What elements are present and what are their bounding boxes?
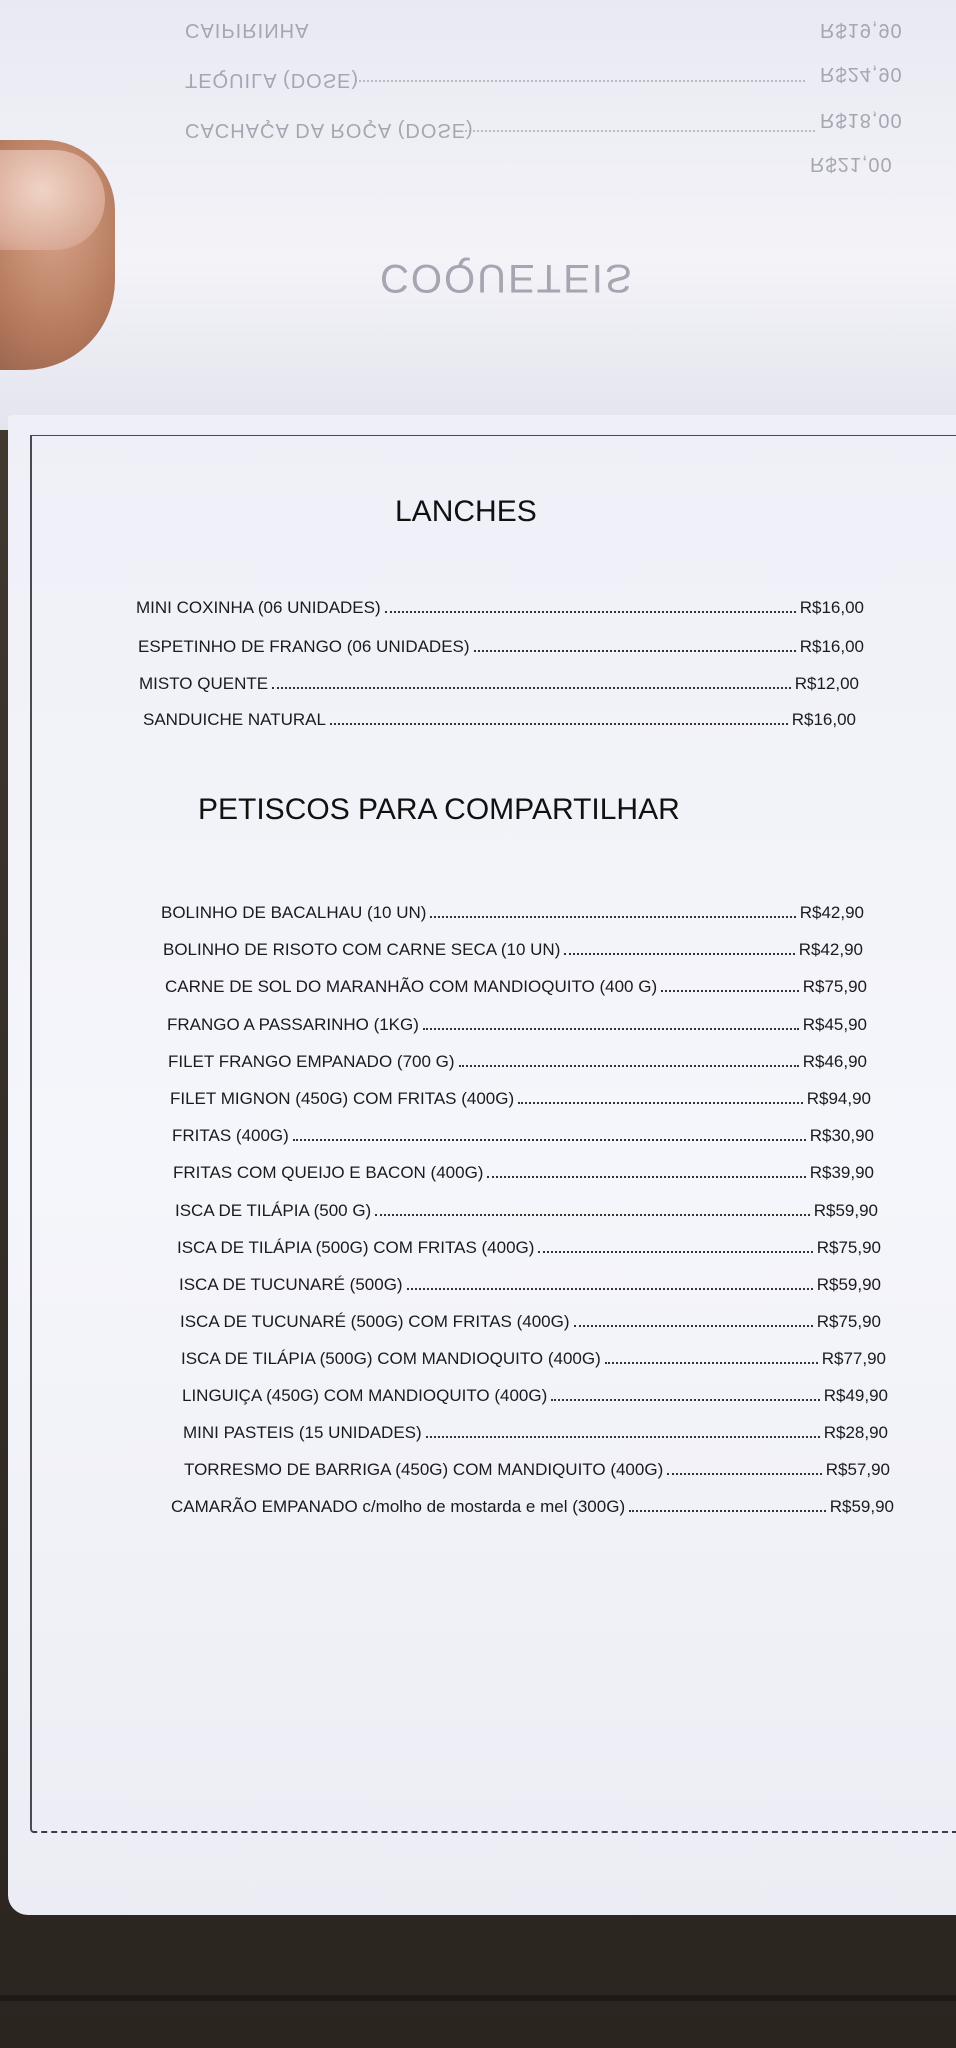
item-name: FRITAS (400G) bbox=[172, 1126, 289, 1145]
item-name: CAMARÃO EMPANADO c/molho de mostarda e mel (300G) bbox=[171, 1497, 626, 1516]
item-name: BOLINHO DE RISOTO COM CARNE SECA (10 UN) bbox=[163, 940, 561, 959]
item-price: R$59,90 bbox=[816, 1275, 881, 1294]
dot-leader bbox=[574, 1325, 813, 1327]
item-price: R$59,90 bbox=[813, 1201, 878, 1220]
dot-leader bbox=[538, 1251, 812, 1253]
item-price: R$16,00 bbox=[799, 598, 864, 617]
item-name: MINI COXINHA (06 UNIDADES) bbox=[136, 598, 381, 617]
dot-leader bbox=[564, 953, 794, 955]
bleed-item-name: CACHAÇA DA ROÇA (DOSE) bbox=[185, 119, 474, 141]
item-price: R$57,90 bbox=[825, 1460, 890, 1479]
table-plank-seam bbox=[0, 1995, 956, 2001]
bleed-item-price: R$19,90 bbox=[820, 19, 903, 41]
dot-leader bbox=[426, 1436, 820, 1438]
dot-leader bbox=[375, 1214, 810, 1216]
item-price: R$46,90 bbox=[802, 1052, 867, 1071]
item-name: MISTO QUENTE bbox=[139, 674, 269, 693]
menu-item bbox=[179, 1275, 881, 1295]
item-name: FILET FRANGO EMPANADO (700 G) bbox=[168, 1052, 455, 1071]
dot-leader bbox=[293, 1139, 806, 1141]
menu-item bbox=[180, 1312, 881, 1332]
item-price: R$77,90 bbox=[821, 1349, 886, 1368]
dot-leader bbox=[605, 1362, 818, 1364]
dot-leader bbox=[330, 723, 788, 725]
item-price: R$42,90 bbox=[799, 903, 864, 922]
dot-leader bbox=[430, 916, 795, 918]
bleed-item-name: TEQUILA (DOSE) bbox=[185, 69, 360, 91]
menu-item bbox=[183, 1423, 888, 1443]
menu-item bbox=[181, 1349, 886, 1369]
dot-leader bbox=[272, 687, 791, 689]
menu-item bbox=[168, 1052, 867, 1072]
menu-item bbox=[182, 1386, 888, 1406]
dot-leader bbox=[551, 1399, 819, 1401]
menu-item bbox=[138, 637, 864, 657]
menu-item bbox=[163, 940, 863, 960]
item-price: R$75,90 bbox=[816, 1238, 881, 1257]
bleed-section-title: COQUETEIS bbox=[380, 256, 634, 300]
dot-leader bbox=[459, 1065, 799, 1067]
item-name: CARNE DE SOL DO MARANHÃO COM MANDIOQUITO (400 G) bbox=[165, 977, 658, 996]
menu-item bbox=[165, 977, 867, 997]
dot-leader bbox=[474, 650, 796, 652]
bleed-item-price: R$24,90 bbox=[820, 63, 903, 85]
menu-item bbox=[136, 598, 864, 618]
menu-item bbox=[177, 1238, 881, 1258]
item-price: R$39,90 bbox=[809, 1163, 874, 1182]
bleed-item-price: R$18,00 bbox=[820, 109, 903, 131]
item-price: R$59,90 bbox=[829, 1497, 894, 1516]
dot-leader bbox=[661, 990, 799, 992]
bleed-leader bbox=[465, 130, 815, 134]
item-price: R$94,90 bbox=[806, 1089, 871, 1108]
menu-item bbox=[167, 1015, 867, 1035]
item-price: R$49,90 bbox=[823, 1386, 888, 1405]
menu-item bbox=[170, 1089, 871, 1109]
item-price: R$16,00 bbox=[799, 637, 864, 656]
item-name: FILET MIGNON (450G) COM FRITAS (400G) bbox=[170, 1089, 515, 1108]
item-price: R$75,90 bbox=[816, 1312, 881, 1331]
item-price: R$16,00 bbox=[791, 710, 856, 729]
dot-leader bbox=[487, 1176, 805, 1178]
menu-item bbox=[143, 710, 856, 730]
item-name: ESPETINHO DE FRANGO (06 UNIDADES) bbox=[138, 637, 470, 656]
item-name: LINGUIÇA (450G) COM MANDIOQUITO (400G) bbox=[182, 1386, 548, 1405]
bleed-leader bbox=[355, 80, 805, 84]
item-price: R$45,90 bbox=[802, 1015, 867, 1034]
item-name: FRITAS COM QUEIJO E BACON (400G) bbox=[173, 1163, 484, 1182]
section-title-petiscos: PETISCOS PARA COMPARTILHAR bbox=[198, 793, 680, 826]
dot-leader bbox=[423, 1028, 799, 1030]
item-price: R$12,00 bbox=[794, 674, 859, 693]
dot-leader bbox=[667, 1473, 821, 1475]
menu-page bbox=[8, 415, 956, 1915]
item-name: ISCA DE TILÁPIA (500G) COM MANDIOQUITO (400G) bbox=[181, 1349, 601, 1368]
menu-item bbox=[139, 674, 859, 694]
item-price: R$42,90 bbox=[798, 940, 863, 959]
menu-item bbox=[161, 903, 864, 923]
menu-item bbox=[173, 1163, 874, 1183]
dot-leader bbox=[518, 1102, 803, 1104]
item-price: R$75,90 bbox=[802, 977, 867, 996]
item-name: ISCA DE TILÁPIA (500 G) bbox=[175, 1201, 372, 1220]
item-name: TORRESMO DE BARRIGA (450G) COM MANDIQUITO (400G) bbox=[184, 1460, 664, 1479]
item-name: FRANGO A PASSARINHO (1KG) bbox=[167, 1015, 419, 1034]
dot-leader bbox=[407, 1288, 813, 1290]
item-name: ISCA DE TUCUNARÉ (500G) bbox=[179, 1275, 403, 1294]
folded-top-page bbox=[0, 0, 956, 430]
menu-item bbox=[172, 1126, 874, 1146]
item-name: ISCA DE TILÁPIA (500G) COM FRITAS (400G) bbox=[177, 1238, 535, 1257]
item-name: BOLINHO DE BACALHAU (10 UN) bbox=[161, 903, 427, 922]
dot-leader bbox=[629, 1510, 826, 1512]
bleed-item-price: R$21,00 bbox=[810, 153, 893, 175]
menu-item bbox=[184, 1460, 890, 1480]
menu-item bbox=[175, 1201, 878, 1221]
item-price: R$30,90 bbox=[809, 1126, 874, 1145]
thumb-nail bbox=[0, 150, 105, 250]
section-title-lanches: LANCHES bbox=[395, 495, 537, 528]
menu-item bbox=[171, 1497, 894, 1517]
item-name: ISCA DE TUCUNARÉ (500G) COM FRITAS (400G) bbox=[180, 1312, 570, 1331]
dot-leader bbox=[385, 611, 796, 613]
item-price: R$28,90 bbox=[823, 1423, 888, 1442]
item-name: SANDUICHE NATURAL bbox=[143, 710, 326, 729]
item-name: MINI PASTEIS (15 UNIDADES) bbox=[183, 1423, 422, 1442]
bleed-item-name: CAIPIRINHA bbox=[185, 19, 310, 41]
